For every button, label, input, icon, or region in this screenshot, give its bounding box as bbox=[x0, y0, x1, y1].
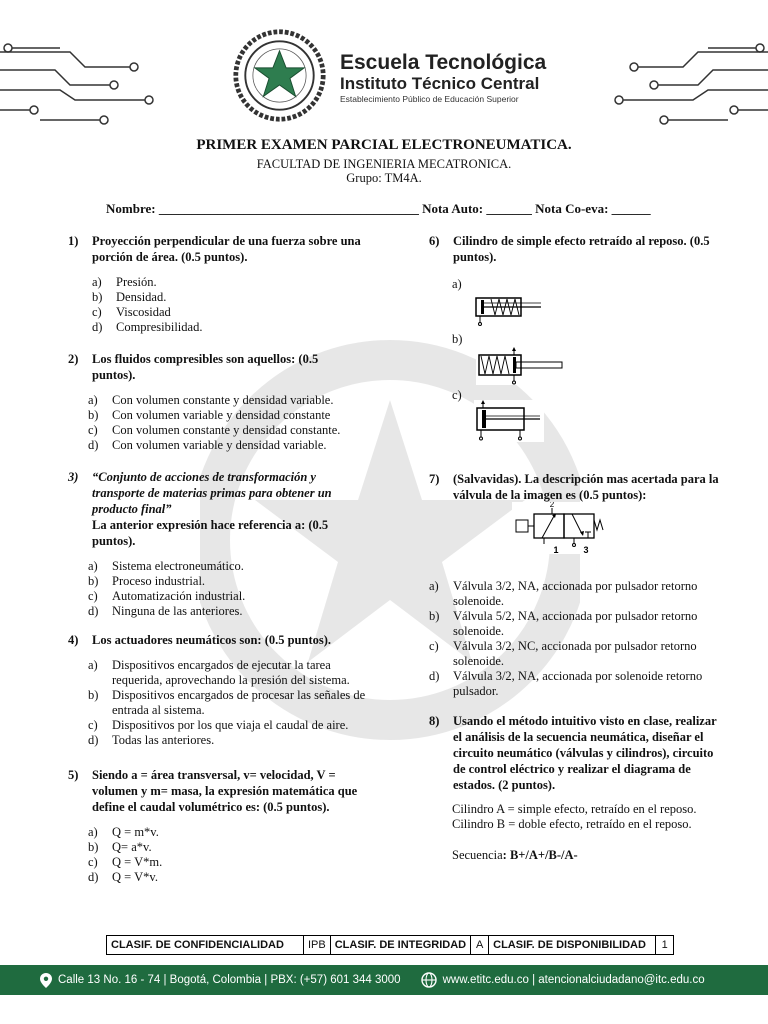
list-item: a) Presión. bbox=[92, 275, 157, 289]
institute-name: Instituto Técnico Central bbox=[340, 74, 540, 93]
question-2 bbox=[68, 351, 358, 453]
establishment-text: Establecimiento Público de Educación Superior bbox=[340, 94, 519, 104]
list-item: b) Proceso industrial. bbox=[88, 574, 206, 588]
availability-label: CLASIF. DE DISPONIBILIDAD bbox=[489, 936, 656, 955]
question-7 bbox=[429, 471, 724, 503]
option-b-label: b) bbox=[452, 332, 463, 346]
list-item: c) Dispositivos por los que viaja el caudal de aire. bbox=[88, 718, 349, 732]
sequence-line bbox=[452, 848, 578, 863]
list-item: c) Válvula 3/2, NC, accionada por pulsador retorno solenoide. bbox=[429, 639, 697, 668]
name-and-grades-line: Nombre: ________________________________________ Nota Auto: _______ Nota Co-eva: ______ bbox=[106, 201, 651, 216]
question-text: Proyección perpendicular de una fuerza sobre una porción de área. (0.5 puntos). bbox=[92, 234, 361, 264]
question-6 bbox=[429, 233, 719, 265]
school-logo-seal bbox=[232, 28, 327, 123]
availability-value: 1 bbox=[656, 936, 674, 955]
question-4 bbox=[68, 632, 368, 748]
single-acting-cylinder-a-image bbox=[473, 293, 543, 328]
question-text: Los actuadores neumáticos son: (0.5 puntos). bbox=[92, 633, 332, 647]
school-name: Escuela Tecnológica bbox=[340, 51, 547, 74]
list-item: a) Dispositivos encargados de ejecutar la tarea requerida, aprovechando la presión del sistema. bbox=[88, 658, 350, 687]
school-name-block bbox=[340, 52, 546, 105]
footer-address: Calle 13 No. 16 - 74 | Bogotá, Colombia | PBX: (+57) 601 344 3000 bbox=[58, 974, 401, 986]
options-list bbox=[68, 658, 368, 748]
port-label: 2 bbox=[549, 502, 555, 509]
question-1 bbox=[68, 233, 368, 335]
confidentiality-value: IPB bbox=[304, 936, 331, 955]
list-item: a) Q = m*v. bbox=[88, 825, 159, 839]
port-label: 1 bbox=[553, 545, 559, 554]
port-label: 3 bbox=[583, 545, 589, 554]
single-acting-cylinder-c-image bbox=[474, 400, 544, 442]
question-number: 4) bbox=[68, 633, 79, 647]
footer-bar bbox=[0, 965, 768, 995]
list-item: d) Válvula 3/2, NA, accionada por solenoide retorno pulsador. bbox=[429, 669, 703, 698]
question-7-options bbox=[429, 569, 729, 699]
sequence-label: Secuencia bbox=[452, 848, 503, 862]
list-item: c) Con volumen constante y densidad constante. bbox=[88, 423, 341, 437]
question-quote: “Conjunto de acciones de transformación y transporte de materias primas para obtener un producto final” bbox=[92, 470, 332, 516]
list-item: d) Ninguna de las anteriores. bbox=[88, 604, 243, 618]
group-text: Grupo: TM4A. bbox=[346, 171, 422, 185]
options-list bbox=[68, 825, 368, 885]
circuit-decoration-right bbox=[608, 40, 768, 130]
question-5 bbox=[68, 767, 368, 885]
list-item: b) Válvula 5/2, NA, accionada por pulsador retorno solenoide. bbox=[429, 609, 698, 638]
single-acting-cylinder-b-image bbox=[476, 347, 564, 385]
question-8 bbox=[429, 713, 724, 793]
options-list bbox=[68, 559, 368, 619]
question-text: Los fluidos compresibles son aquellos: (0.5 puntos). bbox=[92, 352, 319, 382]
question-number: 6) bbox=[429, 234, 440, 248]
question-number: 5) bbox=[68, 768, 79, 782]
options-list bbox=[92, 275, 368, 335]
footer-web[interactable]: www.etitc.edu.co | atencionalciudadano@itc.edu.co bbox=[442, 974, 705, 986]
list-item: d) Todas las anteriores. bbox=[88, 733, 215, 747]
option-a-label: a) bbox=[452, 277, 462, 291]
integrity-label: CLASIF. DE INTEGRIDAD bbox=[330, 936, 470, 955]
question-number: 7) bbox=[429, 472, 440, 486]
options-list bbox=[68, 393, 368, 453]
sequence-value: : B+/A+/B-/A- bbox=[502, 848, 578, 862]
question-text: (Salvavidas). La descripción mas acertada para la válvula de la imagen es (0.5 puntos): bbox=[453, 472, 719, 502]
question-number: 1) bbox=[68, 234, 79, 248]
cylinder-a-text: Cilindro A = simple efecto, retraído en el reposo. bbox=[452, 802, 697, 816]
list-item: b) Q= a*v. bbox=[88, 840, 152, 854]
list-item: c) Q = V*m. bbox=[88, 855, 163, 869]
circuit-decoration-left bbox=[0, 40, 160, 130]
classification-table bbox=[106, 935, 674, 955]
list-item: a) Con volumen constante y densidad variable. bbox=[88, 393, 334, 407]
globe-icon bbox=[421, 972, 437, 988]
list-item: b) Dispositivos encargados de procesar las señales de entrada al sistema. bbox=[88, 688, 366, 717]
list-item: d) Q = V*v. bbox=[88, 870, 158, 884]
exam-title: PRIMER EXAMEN PARCIAL ELECTRONEUMATICA. bbox=[196, 137, 572, 153]
question-number: 8) bbox=[429, 714, 440, 728]
question-text: La anterior expresión hace referencia a: (0.5 puntos). bbox=[92, 518, 329, 548]
question-text: Siendo a = área transversal, v= velocidad, V = volumen y m= masa, la expresión matemática que define el caudal volumétrico es: (0.5 puntos). bbox=[92, 768, 358, 814]
question-text: Cilindro de simple efecto retraído al reposo. (0.5 puntos). bbox=[453, 234, 710, 264]
list-item: a) Sistema electroneumático. bbox=[88, 559, 244, 573]
question-number: 2) bbox=[68, 352, 79, 366]
question-number: 3) bbox=[68, 470, 79, 484]
list-item: d) Con volumen variable y densidad variable. bbox=[88, 438, 327, 452]
options-list bbox=[429, 579, 729, 699]
location-pin-icon bbox=[40, 973, 52, 988]
list-item: a) Válvula 3/2, NA, accionada por pulsador retorno solenoide. bbox=[429, 579, 698, 608]
cylinder-b-text: Cilindro B = doble efecto, retraído en el reposo. bbox=[452, 817, 692, 831]
faculty-text: FACULTAD DE INGENIERIA MECATRONICA. bbox=[256, 157, 512, 171]
option-c-label: c) bbox=[452, 388, 462, 402]
list-item: c) Viscosidad bbox=[92, 305, 171, 319]
list-item: b) Densidad. bbox=[92, 290, 167, 304]
integrity-value: A bbox=[471, 936, 489, 955]
table-row bbox=[107, 936, 674, 955]
question-text: Usando el método intuitivo visto en clase, realizar el análisis de la secuencia neumática, diseñar el circuito neumático (válvulas y cilindros), circuito de control eléctrico y realizar el diagrama de estados. (2 puntos). bbox=[453, 714, 717, 792]
question-3 bbox=[68, 469, 358, 619]
list-item: b) Con volumen variable y densidad constante bbox=[88, 408, 331, 422]
list-item: c) Automatización industrial. bbox=[88, 589, 246, 603]
list-item: d) Compresibilidad. bbox=[92, 320, 203, 334]
valve-3-2-image bbox=[512, 502, 608, 554]
confidentiality-label: CLASIF. DE CONFIDENCIALIDAD bbox=[107, 936, 304, 955]
